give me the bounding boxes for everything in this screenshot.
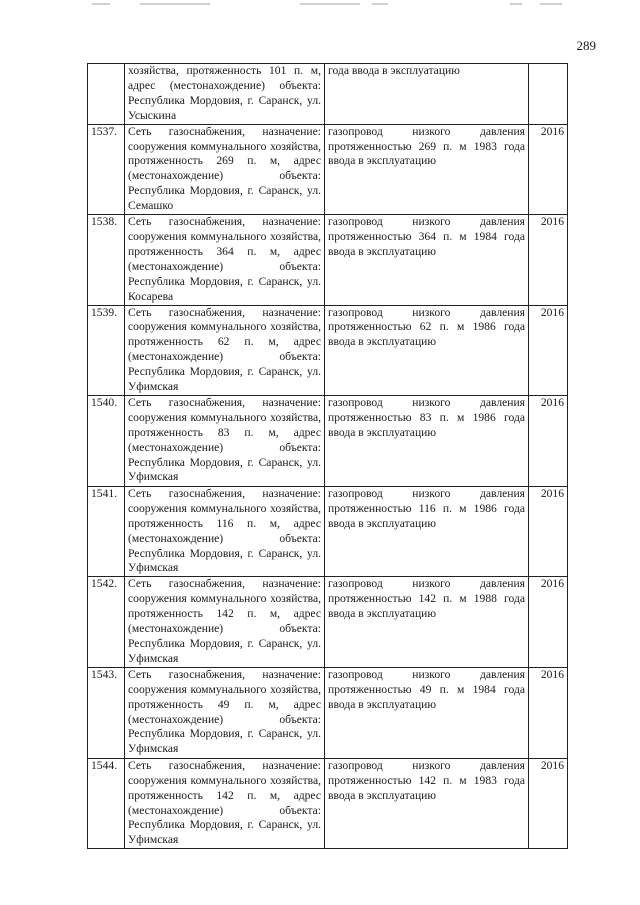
row-number: 1539.: [88, 305, 125, 395]
object-description: Сеть газоснабжения, назначение: сооружения коммунального хозяйства, протяженность 142 п. м, адрес (местонахождение) объекта: Республика Мордовия, г. Саранск, ул. Уфимская: [125, 758, 325, 848]
object-characteristics: газопровод низкого давления протяженностью 116 п. м 1986 года ввода в эксплуатацию: [325, 486, 529, 576]
year-value: 2016: [529, 215, 568, 305]
object-characteristics: газопровод низкого давления протяженностью 83 п. м 1986 года ввода в эксплуатацию: [325, 395, 529, 486]
object-characteristics: года ввода в эксплуатацию: [325, 64, 529, 125]
object-description: Сеть газоснабжения, назначение: сооружения коммунального хозяйства, протяженность 364 п. м, адрес (местонахождение) объекта: Республика Мордовия, г. Саранск, ул. Косарева: [125, 215, 325, 305]
table-row: [88, 215, 568, 305]
year-value: 2016: [529, 577, 568, 667]
object-description: Сеть газоснабжения, назначение: сооружения коммунального хозяйства, протяженность 62 п. м, адрес (местонахождение) объекта: Республика Мордовия, г. Саранск, ул. Уфимская: [125, 305, 325, 395]
object-description: Сеть газоснабжения, назначение: сооружения коммунального хозяйства, протяженность 83 п. м, адрес (местонахождение) объекта: Республика Мордовия, г. Саранск, ул. Уфимская: [125, 395, 325, 486]
table-row: [88, 305, 568, 395]
table-row: [88, 758, 568, 848]
object-description: хозяйства, протяженность 101 п. м, адрес (местонахождение) объекта: Республика Мордовия, г. Саранск, ул. Усыскина: [125, 64, 325, 125]
table-row: [88, 667, 568, 758]
object-description: Сеть газоснабжения, назначение: сооружения коммунального хозяйства, протяженность 116 п. м, адрес (местонахождение) объекта: Республика Мордовия, г. Саранск, ул. Уфимская: [125, 486, 325, 576]
row-number: 1541.: [88, 486, 125, 576]
row-number: 1544.: [88, 758, 125, 848]
table-row: [88, 577, 568, 667]
scan-header-artifact: [0, 0, 640, 14]
row-number: 1540.: [88, 395, 125, 486]
object-characteristics: газопровод низкого давления протяженностью 62 п. м 1986 года ввода в эксплуатацию: [325, 305, 529, 395]
page-number: 289: [576, 38, 596, 53]
table-row: [88, 64, 568, 125]
object-characteristics: газопровод низкого давления протяженностью 269 п. м 1983 года ввода в эксплуатацию: [325, 124, 529, 214]
object-characteristics: газопровод низкого давления протяженностью 142 п. м 1983 года ввода в эксплуатацию: [325, 758, 529, 848]
year-value: 2016: [529, 305, 568, 395]
year-value: 2016: [529, 395, 568, 486]
year-value: [529, 64, 568, 125]
row-number: [88, 64, 125, 125]
table-row: [88, 395, 568, 486]
table-row: [88, 124, 568, 214]
table-row: [88, 486, 568, 576]
object-description: Сеть газоснабжения, назначение: сооружения коммунального хозяйства, протяженность 142 п. м, адрес (местонахождение) объекта: Республика Мордовия, г. Саранск, ул. Уфимская: [125, 577, 325, 667]
row-number: 1537.: [88, 124, 125, 214]
year-value: 2016: [529, 758, 568, 848]
row-number: 1542.: [88, 577, 125, 667]
year-value: 2016: [529, 124, 568, 214]
property-registry-table: [87, 63, 568, 849]
object-characteristics: газопровод низкого давления протяженностью 142 п. м 1988 года ввода в эксплуатацию: [325, 577, 529, 667]
object-characteristics: газопровод низкого давления протяженностью 49 п. м 1984 года ввода в эксплуатацию: [325, 667, 529, 758]
year-value: 2016: [529, 486, 568, 576]
object-description: Сеть газоснабжения, назначение: сооружения коммунального хозяйства, протяженность 49 п. м, адрес (местонахождение) объекта: Республика Мордовия, г. Саранск, ул. Уфимская: [125, 667, 325, 758]
row-number: 1538.: [88, 215, 125, 305]
year-value: 2016: [529, 667, 568, 758]
object-description: Сеть газоснабжения, назначение: сооружения коммунального хозяйства, протяженность 269 п. м, адрес (местонахождение) объекта: Республика Мордовия, г. Саранск, ул. Семашко: [125, 124, 325, 214]
object-characteristics: газопровод низкого давления протяженностью 364 п. м 1984 года ввода в эксплуатацию: [325, 215, 529, 305]
row-number: 1543.: [88, 667, 125, 758]
